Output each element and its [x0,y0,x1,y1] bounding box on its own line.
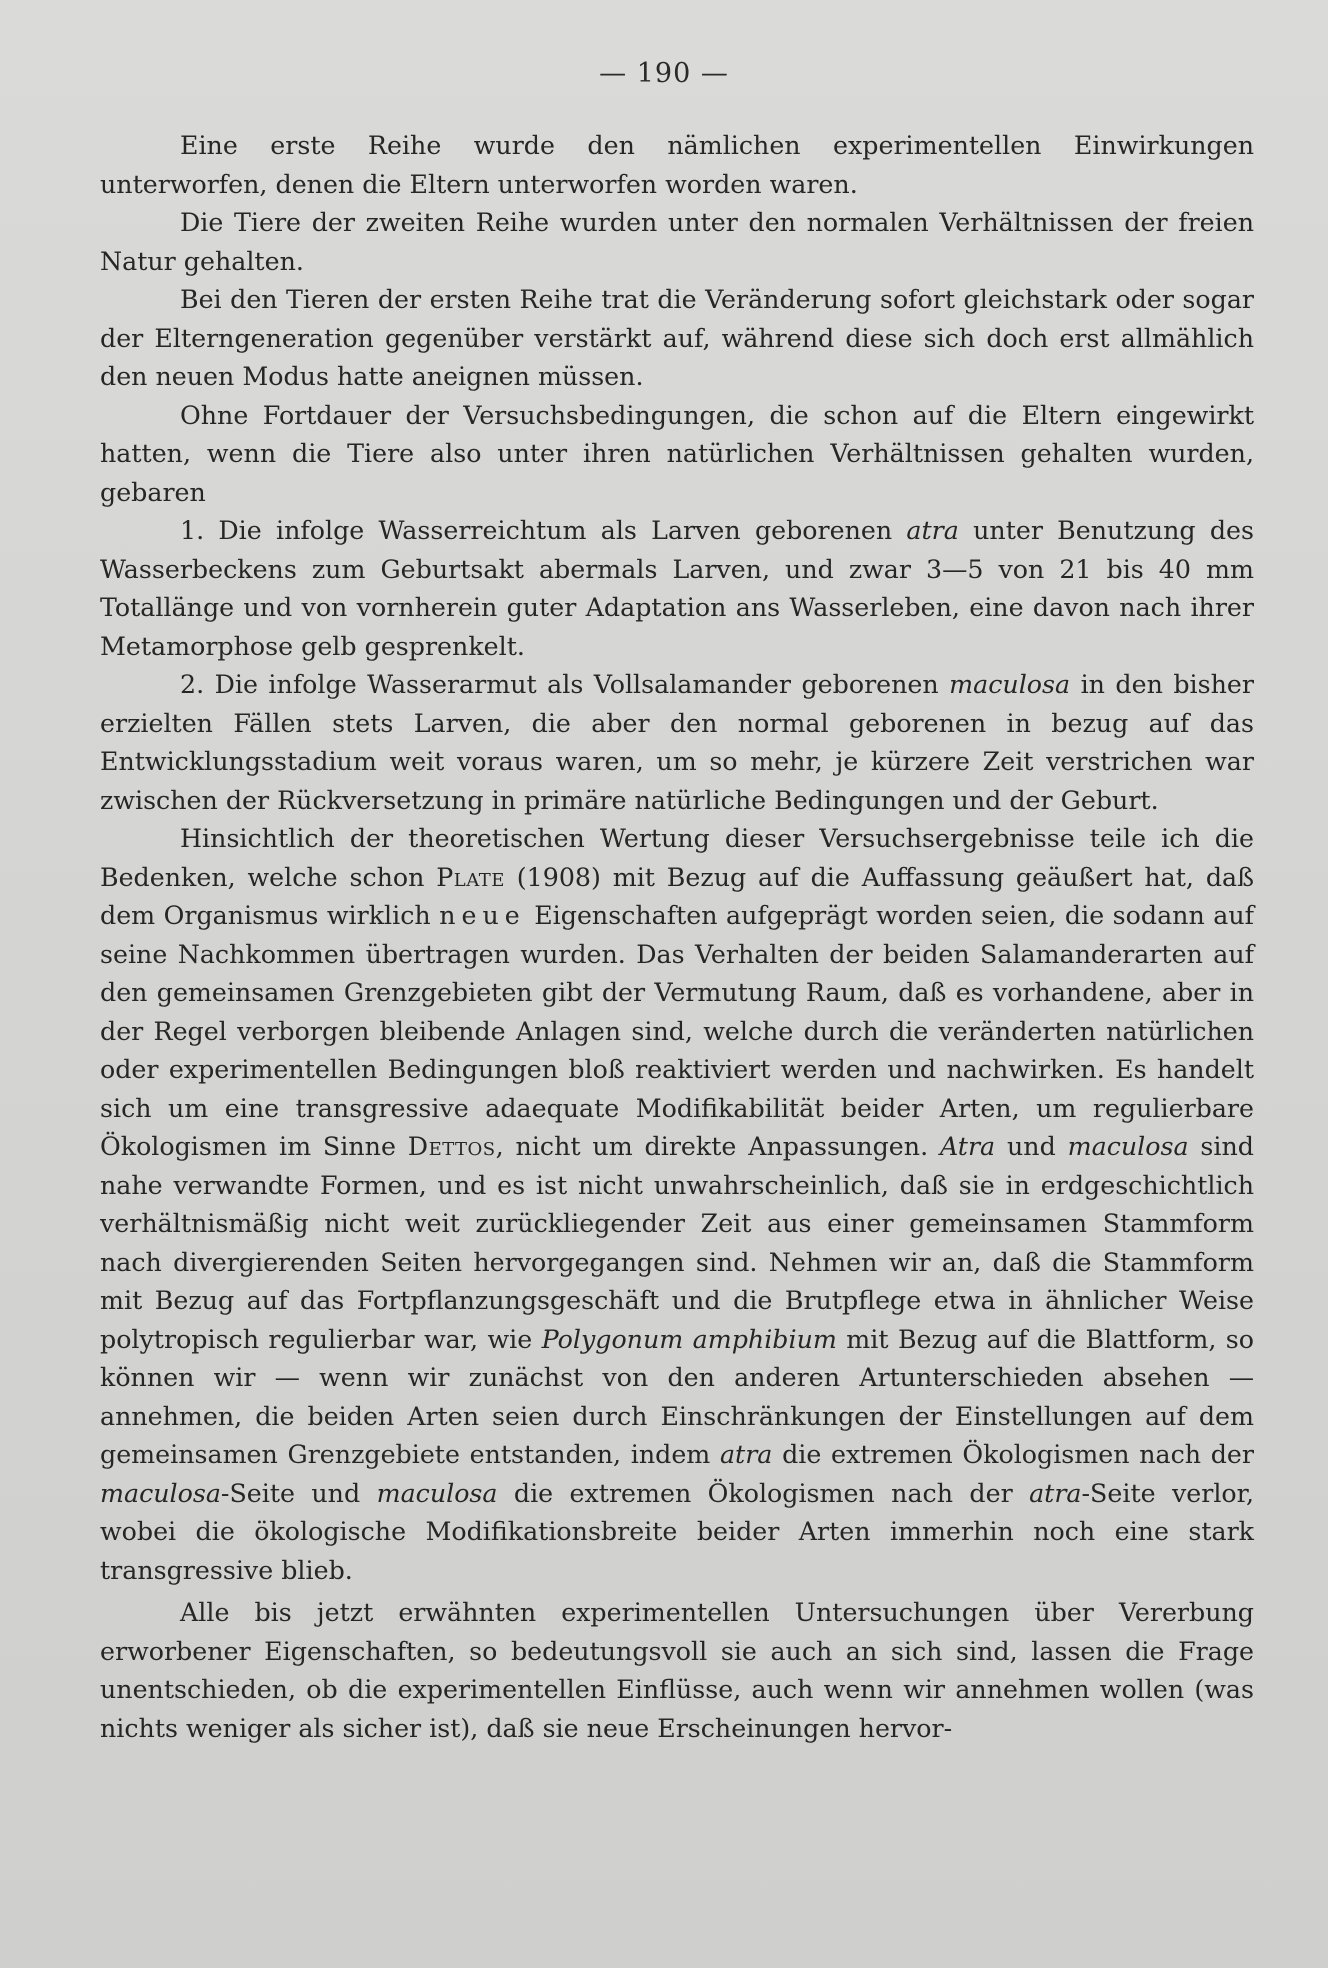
author-name: Dettos [407,1132,496,1161]
text-run: , nicht um direkte Anpassungen. [495,1132,940,1161]
text-run: unter Benutzung des Wasserbeckens zum Geburtsakt abermals Larven, und zwar 3—5 von 21 bis 40 mm Totallänge und von vornherein guter Adaptation ans Wasserleben, eine davon nach ihrer Metamorphose gelb gesprenkelt. [100,516,1255,661]
text-run: (1908) mit Bezug auf die Auffassung geäußert hat, daß dem Organismus wirklich [100,862,1254,930]
text-run: -Seite und [220,1478,377,1508]
paragraph-6-list-item-2 [100,666,1254,820]
species-name: atra [1029,1478,1082,1508]
text-run: Die Tiere der zweiten Reihe wurden unter den normalen Verhältnissen der freien Natur gehalten. [100,208,1254,276]
text-run: Eine erste Reihe wurde den nämlichen experimentellen Einwirkungen unterworfen, denen die Eltern unterworfen worden waren. [100,131,1254,199]
page-number: — 190 — [599,58,729,89]
text-run: Bei den Tieren der ersten Reihe trat die Veränderung sofort gleichstark oder sogar der Elterngeneration gegenüber verstärkt auf, während diese sich doch erst allmählich den neuen Modus hatte aneignen müssen. [100,285,1254,391]
paragraph-5-list-item-1 [100,512,1254,666]
body-text [100,127,1254,1748]
text-run: und [995,1132,1068,1161]
text-run: in den bisher erzielten Fällen stets Larven, die aber den normal geborenen in bezug auf das Entwicklungsstadium weit voraus waren, um so mehr, je kürzere Zeit verstrichen war zwischen der Rückversetzung in primäre natürliche Bedingungen und der Geburt. [100,670,1254,815]
text-run: -Seite verlor, wobei die ökologische Modifikationsbreite beider Arten immerhin noch eine stark transgressive blieb. [100,1478,1254,1585]
text-run: 2. Die infolge Wasserarmut als Vollsalamander geborenen [180,670,950,699]
text-run: Ohne Fortdauer der Versuchsbedingungen, die schon auf die Eltern eingewirkt hatten, wenn die Tiere also unter ihren natürlichen Verhältnissen gehalten wurden, gebaren [100,400,1254,507]
species-name: atra [719,1440,773,1469]
species-name: maculosa [1067,1132,1189,1161]
species-name: maculosa [949,670,1071,699]
spaced-emphasis: neue [439,901,526,930]
author-name: Plate [436,862,505,892]
species-name: atra [906,516,959,545]
text-run: Hinsichtlich der theoretischen Wertung dieser Versuchsergebnisse teile ich die Bedenken, welche schon [100,824,1254,892]
text-run: Alle bis jetzt erwähnten experimentellen Untersuchungen über Vererbung erworbener Eigenschaften, so bedeutungsvoll sie auch an sich sind, lassen die Frage unentschieden, ob die experimentellen Einflüsse, auch wenn wir annehmen wollen (was nichts weniger als sicher ist), daß sie neue Erscheinungen hervor- [100,1598,1254,1743]
paragraph-3 [100,281,1254,397]
paragraph-1 [100,127,1254,204]
paragraph-2 [100,204,1254,281]
text-run: 1. Die infolge Wasserreichtum als Larven geborenen [180,516,907,545]
paragraph-7 [100,820,1254,1590]
text-run: mit Bezug auf die Blattform, so können wir — wenn wir zunächst von den anderen Artunterschieden absehen — annehmen, die beiden Arten seien durch Einschränkungen der Einstellungen auf dem gemeinsamen Grenzgebiete entstanden, indem [100,1324,1254,1469]
text-run: die extremen Ökologismen nach der [497,1478,1030,1508]
text-run: Eigenschaften aufgeprägt worden seien, die sodann auf seine Nachkommen übertragen wurden. Das Verhalten der beiden Salamanderarten auf den gemeinsamen Grenzgebieten gibt der Vermutung Raum, daß es vorhandene, aber in der Regel verborgen bleibende Anlagen sind, welche durch die veränderten natürlichen oder experimentellen Bedingungen bloß reaktiviert werden und nachwirken. Es handelt sich um eine transgressive adaequate Modifikabilität beider Arten, um regulierbare Ökologismen im Sinne [100,901,1254,1161]
text-run: sind nahe verwandte Formen, und es ist nicht unwahrscheinlich, daß sie in erdgeschichtlich verhältnismäßig nicht weit zurückliegender Zeit aus einer gemeinsamen Stammform nach divergierenden Seiten hervorgegangen sind. Nehmen wir an, daß die Stammform mit Bezug auf das Fortpflanzungsgeschäft und die Brutpflege etwa in ähnlicher Weise polytropisch regulierbar war, wie [100,1132,1254,1354]
species-name: maculosa [376,1478,498,1508]
species-name: Atra [939,1132,996,1161]
paragraph-8 [100,1594,1254,1748]
paragraph-4 [100,397,1254,513]
text-run: die extremen Ökologismen nach der [772,1440,1254,1469]
species-name: maculosa [100,1478,221,1508]
species-name: Polygonum amphibium [541,1324,837,1354]
